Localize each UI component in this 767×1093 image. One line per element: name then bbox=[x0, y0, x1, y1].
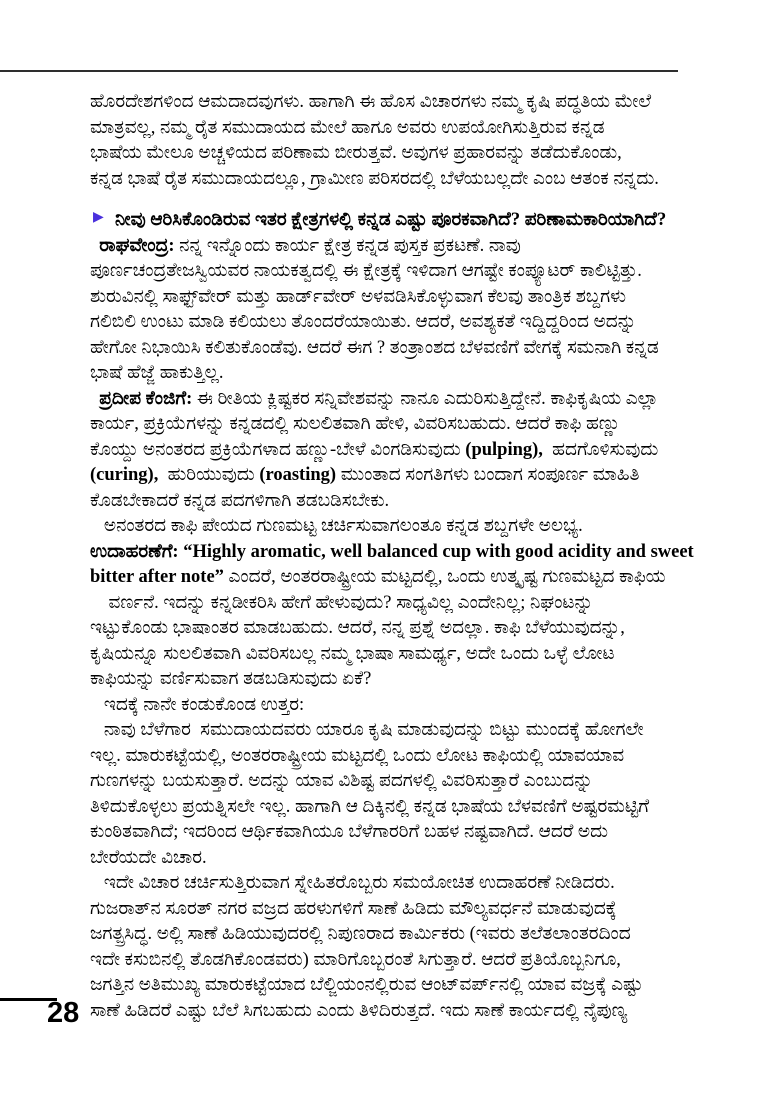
body-text: ಇಲ್ಲ. ಮಾರುಕಟ್ಟೆಯಲ್ಲಿ, ಅಂತರರಾಷ್ಟ್ರೀಯ ಮಟ್ಟದಲ್ಲಿ ಒಂದು ಲೋಟ ಕಾಫಿಯಲ್ಲಿ ಯಾವಯಾವ bbox=[90, 745, 625, 766]
text-line bbox=[90, 463, 692, 489]
bold-text: (roasting) bbox=[259, 465, 337, 485]
text-line bbox=[90, 361, 692, 387]
text-line bbox=[90, 540, 692, 566]
body-text: ಗಲಿಬಿಲಿ ಉಂಟು ಮಾಡಿ ಕಲಿಯಲು ತೊಂದರೆಯಾಯಿತು. ಆದರೆ, ಅವಶ್ಯಕತೆ ಇದ್ದಿದ್ದರಿಂದ ಅದನ್ನು bbox=[90, 312, 637, 332]
text-line bbox=[90, 90, 692, 116]
body-text: ಇದೇ ಕಸುಬಿನಲ್ಲಿ ತೊಡಗಿಕೊಂಡವರು) ಮಾರಿಗೊಬ್ಬರಂತೆ ಸಿಗುತ್ತಾರೆ. ಆದರೆ ಪ್ರತಿಯೊಬ್ಬನಿಗೂ, bbox=[90, 949, 621, 970]
text-line bbox=[90, 208, 692, 234]
paragraph bbox=[90, 693, 692, 719]
text-line bbox=[90, 412, 692, 438]
text-line bbox=[90, 514, 692, 540]
body-text: ಇದಕ್ಕೆ ನಾನೇ ಕಂಡುಕೊಂಡ ಉತ್ತರ: bbox=[90, 694, 305, 715]
text-line bbox=[90, 871, 692, 897]
text-line bbox=[90, 565, 692, 591]
interview-answer bbox=[90, 387, 692, 515]
bold-text: ಉದಾಹರಣೆಗೆ: bbox=[90, 541, 184, 562]
body-text: ಕಾಫಿಯನ್ನು ವರ್ಣಿಸುವಾಗ ತಡಬಡಿಸುವುದು ಏಕೆ? bbox=[90, 669, 372, 689]
body-text: ಇಟ್ಟುಕೊಂಡು ಭಾಷಾಂತರ ಮಾಡಬಹುದು. ಆದರೆ, ನನ್ನ ಪ್ರಶ್ನೆ ಅದಲ್ಲಾ. ಕಾಫಿ ಬೆಳೆಯುವುದನ್ನು, bbox=[90, 618, 625, 638]
text-line bbox=[90, 438, 692, 464]
body-text bbox=[90, 389, 99, 409]
body-text: ಹುರಿಯುವುದು bbox=[158, 465, 260, 485]
text-line bbox=[90, 948, 692, 974]
body-text: ಗುಜರಾತ್‌ನ ಸೂರತ್ ನಗರ ವಜ್ರದ ಹರಳುಗಳಿಗೆ ಸಾಣೆ ಹಿಡಿದು ಮೌಲ್ಯವರ್ಧನೆ ಮಾಡುವುದಕ್ಕೆ bbox=[90, 898, 617, 919]
body-text: ಭಾಷೆಯ ಮೇಲೂ ಅಚ್ಚಳಿಯದ ಪರಿಣಾಮ ಬೀರುತ್ತವೆ. ಅವುಗಳ ಪ್ರಹಾರವನ್ನು ತಡೆದುಕೊಂಡು, bbox=[90, 143, 622, 163]
text-line bbox=[90, 718, 692, 744]
body-text: ಮಾತ್ರವಲ್ಲ, ನಮ್ಮ ರೈತ ಸಮುದಾಯದ ಮೇಲೆ ಹಾಗೂ ಅವರು ಉಪಯೋಗಿಸುತ್ತಿರುವ ಕನ್ನಡ bbox=[90, 117, 605, 138]
text-line bbox=[90, 999, 692, 1025]
bold-text: ರಾಘವೇಂದ್ರ: bbox=[99, 235, 175, 256]
text-line bbox=[90, 167, 692, 193]
body-text: ವರ್ಣನೆ. ಇದನ್ನು ಕನ್ನಡೀಕರಿಸಿ ಹೇಗೆ ಹೇಳುವುದು? ಸಾಧ್ಯವಿಲ್ಲ ಎಂದೇನಿಲ್ಲ; ನಿಘಂಟನ್ನು bbox=[90, 592, 594, 613]
body-text: ಕನ್ನಡ ಭಾಷೆ ರೈತ ಸಮುದಾಯದಲ್ಲೂ, ಗ್ರಾಮೀಣ ಪರಿಸರದಲ್ಲಿ ಬೆಳೆಯಬಲ್ಲದೇ ಎಂಬ ಆತಂಕ ನನ್ನದು. bbox=[90, 168, 659, 189]
bold-text: “Highly aromatic, well balanced cup with good acidity and sweet bbox=[183, 541, 694, 562]
body-text: ಹೇಗೋ ನಿಭಾಯಿಸಿ ಕಲಿತುಕೊಂಡೆವು. ಆದರೆ ಈಗ ? ತಂತ್ರಾಂಶದ ಬೆಳವಣಿಗೆ ವೇಗಕ್ಕೆ ಸಮನಾಗಿ ಕನ್ನಡ bbox=[90, 337, 659, 358]
bold-text: ಪ್ರದೀಪ ಕೆಂಜಿಗೆ: bbox=[99, 388, 193, 409]
text-line bbox=[90, 336, 692, 362]
text-line bbox=[90, 387, 692, 413]
body-text: ಕೃಷಿಯನ್ನೂ ಸುಲಲಿತವಾಗಿ ವಿವರಿಸಬಲ್ಲ ನಮ್ಮ ಭಾಷಾ ಸಾಮರ್ಥ್ಯ, ಅದೇ ಒಂದು ಒಳ್ಳೆ ಲೋಟ bbox=[90, 643, 615, 664]
header-rule bbox=[0, 70, 678, 72]
paragraph bbox=[90, 718, 692, 871]
body-text: ಕೊಡಬೇಕಾದರೆ ಕನ್ನಡ ಪದಗಳಿಗಾಗಿ ತಡಬಡಿಸಬೇಕು. bbox=[90, 490, 390, 511]
text-line bbox=[90, 591, 692, 617]
text-line bbox=[90, 744, 692, 770]
arrow-bullet-icon: ▶ bbox=[93, 209, 104, 225]
text-line bbox=[90, 693, 692, 719]
body-text: ಎಂದರೆ, ಅಂತರರಾಷ್ಟ್ರೀಯ ಮಟ್ಟದಲ್ಲಿ, ಒಂದು ಉತ್ಕೃಷ್ಟ ಗುಣಮಟ್ಟದ ಕಾಫಿಯ bbox=[223, 567, 666, 587]
bold-text: bitter after note” bbox=[90, 567, 224, 587]
text-line bbox=[90, 897, 692, 923]
body-text: ನನ್ನ ಇನ್ನೊಂದು ಕಾರ್ಯ ಕ್ಷೇತ್ರ ಕನ್ನಡ ಪುಸ್ತಕ ಪ್ರಕಟಣೆ. ನಾವು bbox=[174, 235, 521, 256]
interview-answer bbox=[90, 234, 692, 387]
text-line bbox=[90, 846, 692, 872]
interview-question bbox=[90, 208, 692, 234]
body-text: ಜಗತ್ಪ್ರಸಿದ್ಧ. ಅಲ್ಲಿ ಸಾಣೆ ಹಿಡಿಯುವುದರಲ್ಲಿ ನಿಪುಣರಾದ ಕಾರ್ಮಿಕರು (ಇವರು ತಲೆತಲಾಂತರದಿಂದ bbox=[90, 924, 631, 944]
body-text: ಸಾಣೆ ಹಿಡಿದರೆ ಎಷ್ಟು ಬೆಲೆ ಸಿಗಬಹುದು ಎಂದು ತಿಳಿದಿರುತ್ತದೆ. ಇದು ಸಾಣೆ ಕಾರ್ಯದಲ್ಲಿ ನೈಪುಣ್ಯ bbox=[90, 1000, 628, 1021]
body-text: ಮುಂತಾದ ಸಂಗತಿಗಳು ಬಂದಾಗ ಸಂಪೂರ್ಣ ಮಾಹಿತಿ bbox=[336, 465, 640, 485]
body-text: ಪೂರ್ಣಚಂದ್ರತೇಜಸ್ವಿಯವರ ನಾಯಕತ್ವದಲ್ಲಿ ಈ ಕ್ಷೇತ್ರಕ್ಕೆ ಇಳಿದಾಗ ಆಗಷ್ಟೇ ಕಂಪ್ಯೂಟರ್ ಕಾಲಿಟ್ಟಿತ್ತು. bbox=[90, 261, 642, 281]
body-text: ಹದಗೊಳಿಸುವುದು bbox=[542, 439, 659, 460]
text-line bbox=[90, 667, 692, 693]
body-text: ಹೊರದೇಶಗಳಿಂದ ಆಮದಾದವುಗಳು. ಹಾಗಾಗಿ ಈ ಹೊಸ ವಿಚಾರಗಳು ನಮ್ಮ ಕೃಷಿ ಪದ್ಧತಿಯ ಮೇಲೆ bbox=[90, 92, 652, 112]
page-number: 28 bbox=[47, 997, 80, 1029]
text-line bbox=[90, 141, 692, 167]
bold-text: ನೀವು ಆರಿಸಿಕೊಂಡಿರುವ ಇತರ ಕ್ಷೇತ್ರಗಳಲ್ಲಿ ಕನ್ನಡ ಎಷ್ಟು ಪೂರಕವಾಗಿದೆ? ಪರಿಣಾಮಕಾರಿಯಾಗಿದೆ? bbox=[115, 210, 667, 230]
paragraph bbox=[90, 871, 692, 1024]
body-text: ತಿಳಿದುಕೊಳ್ಳಲು ಪ್ರಯತ್ನಿಸಲೇ ಇಲ್ಲ. ಹಾಗಾಗಿ ಆ ದಿಕ್ಕಿನಲ್ಲಿ ಕನ್ನಡ ಭಾಷೆಯ ಬೆಳವಣಿಗೆ ಅಷ್ಟರಮಟ್ಟಿಗೆ bbox=[90, 796, 650, 817]
body-text: ಗುಣಗಳನ್ನು ಬಯಸುತ್ತಾರೆ. ಅದನ್ನು ಯಾವ ವಿಶಿಷ್ಟ ಪದಗಳಲ್ಲಿ ವಿವರಿಸುತ್ತಾರೆ ಎಂಬುದನ್ನು bbox=[90, 771, 593, 791]
text-line bbox=[90, 769, 692, 795]
body-text: ಬೇರೆಯದೇ ವಿಚಾರ. bbox=[90, 847, 207, 868]
paragraph bbox=[90, 514, 692, 693]
body-text: ಶುರುವಿನಲ್ಲಿ ಸಾಫ್ಟ್‌ವೇರ್ ಮತ್ತು ಹಾರ್ಡ್‌ವೇರ್ ಅಳವಡಿಸಿಕೊಳ್ಳುವಾಗ ಕೆಲವು ತಾಂತ್ರಿಕ ಶಬ್ದಗಳು bbox=[90, 286, 627, 307]
body-text: ಕುಂಠಿತವಾಗಿದೆ; ಇದರಿಂದ ಆರ್ಥಿಕವಾಗಿಯೂ ಬೆಳೆಗಾರರಿಗೆ ಬಹಳ ನಷ್ಟವಾಗಿದೆ. ಆದರೆ ಅದು bbox=[90, 822, 608, 842]
body-text: ಇದೇ ವಿಚಾರ ಚರ್ಚಿಸುತ್ತಿರುವಾಗ ಸ್ನೇಹಿತರೊಬ್ಬರು ಸಮಯೋಚಿತ ಉದಾಹರಣೆ ನೀಡಿದರು. bbox=[90, 873, 615, 893]
paragraph bbox=[90, 90, 692, 192]
body-text: ಜಗತ್ತಿನ ಅತಿಮುಖ್ಯ ಮಾರುಕಟ್ಟೆಯಾದ ಬೆಲ್ಜಿಯಂನಲ್ಲಿರುವ ಆಂಟ್‌ವರ್ಪ್‌ನಲ್ಲಿ ಯಾವ ವಜ್ರಕ್ಕೆ ಎಷ್ಟು bbox=[90, 975, 643, 995]
body-text: ಕೊಯ್ದು ಅನಂತರದ ಪ್ರಕ್ರಿಯೆಗಳಾದ ಹಣ್ಣು-ಬೇಳೆ ವಿಂಗಡಿಸುವುದು bbox=[90, 439, 466, 460]
text-line bbox=[90, 642, 692, 668]
body-text: ನಾವು ಬೆಳೆಗಾರ ಸಮುದಾಯದವರು ಯಾರೂ ಕೃಷಿ ಮಾಡುವುದನ್ನು ಬಿಟ್ಟು ಮುಂದಕ್ಕೆ ಹೋಗಲೇ bbox=[90, 720, 644, 740]
body-text: ಕಾರ್ಯ, ಪ್ರಕ್ರಿಯೆಗಳನ್ನು ಕನ್ನಡದಲ್ಲಿ ಸುಲಲಿತವಾಗಿ ಹೇಳಿ, ವಿವರಿಸಬಹುದು. ಆದರೆ ಕಾಫಿ ಹಣ್ಣು bbox=[90, 414, 621, 434]
text-line bbox=[90, 310, 692, 336]
text-line bbox=[90, 285, 692, 311]
text-line bbox=[90, 820, 692, 846]
body-text: ಈ ರೀತಿಯ ಕ್ಲಿಷ್ಟಕರ ಸನ್ನಿವೇಶವನ್ನು ನಾನೂ ಎದುರಿಸುತ್ತಿದ್ದೇನೆ. ಕಾಫಿಕೃಷಿಯ ಎಲ್ಲಾ bbox=[192, 388, 659, 409]
bold-text: (curing), bbox=[90, 465, 159, 485]
text-line bbox=[90, 616, 692, 642]
text-line bbox=[90, 234, 692, 260]
body-text: ಅನಂತರದ ಕಾಫಿ ಪೇಯದ ಗುಣಮಟ್ಟ ಚರ್ಚಿಸುವಾಗಲಂತೂ ಕನ್ನಡ ಶಬ್ದಗಳೇ ಅಲಭ್ಯ. bbox=[90, 516, 583, 536]
body-text bbox=[90, 236, 99, 256]
text-line bbox=[90, 922, 692, 948]
body-text: ಭಾಷೆ ಹೆಜ್ಜೆ ಹಾಕುತ್ತಿಲ್ಲ. bbox=[90, 363, 224, 383]
text-line bbox=[90, 116, 692, 142]
text-line bbox=[90, 489, 692, 515]
text-line bbox=[90, 795, 692, 821]
text-line bbox=[90, 259, 692, 285]
text-line bbox=[90, 973, 692, 999]
article-text bbox=[90, 90, 692, 1024]
bold-text: (pulping), bbox=[465, 439, 543, 460]
